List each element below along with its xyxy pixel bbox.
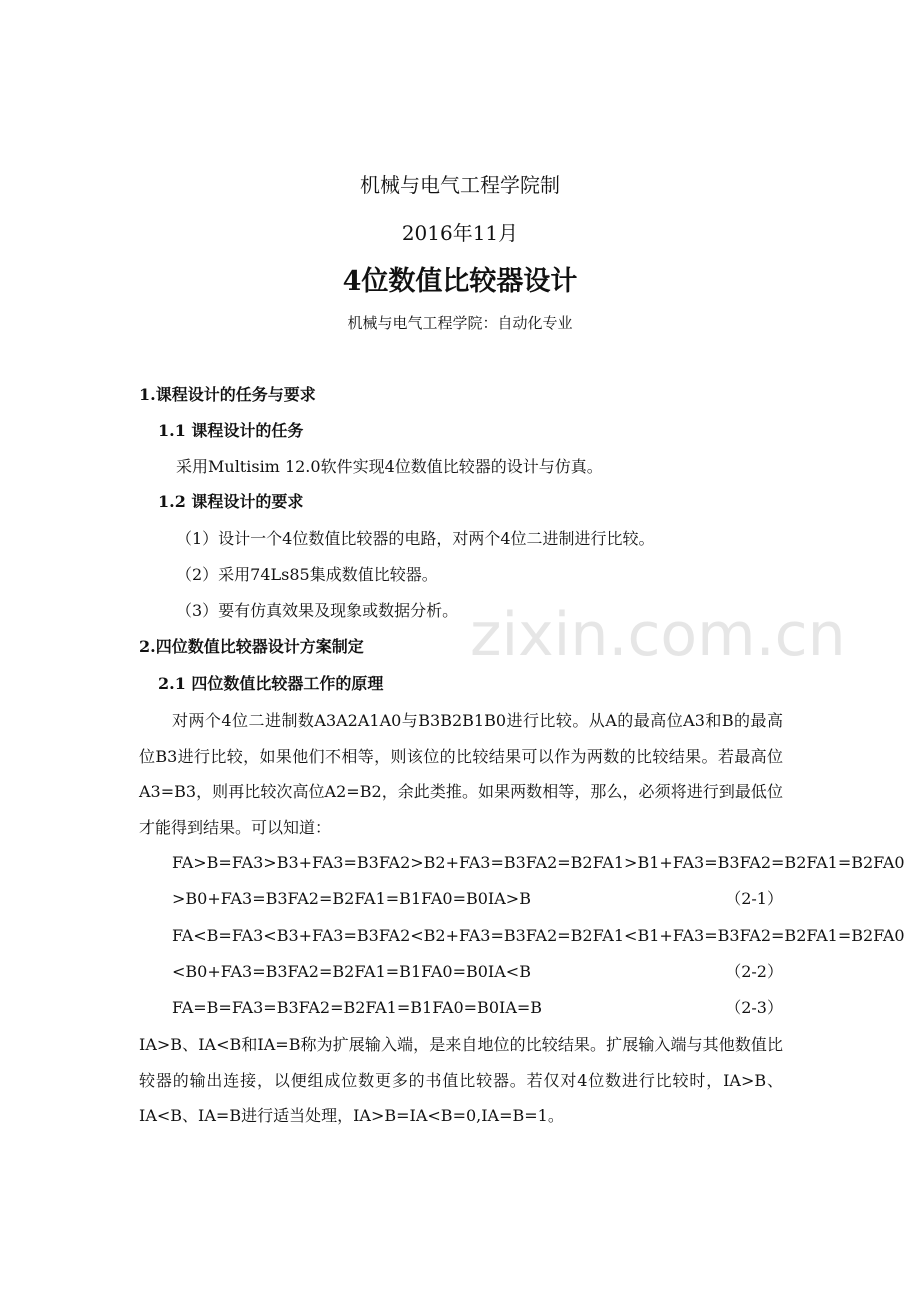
requirement-item: （1）设计一个4位数值比较器的电路，对两个4位二进制进行比较。 [176,529,655,548]
section-1-1-text: 采用Multisim 12.0软件实现4位数值比较器的设计与仿真。 [176,457,603,476]
section-1-2-heading: 1.2 课程设计的要求 [158,492,304,511]
document-subtitle: 机械与电气工程学院：自动化专业 [347,314,573,332]
institution-line: 机械与电气工程学院制 [360,173,560,197]
section-2-1-heading: 2.1 四位数值比较器工作的原理 [158,674,384,693]
formula-2-2-line-1: FA<B=FA3<B3+FA3=B3FA2<B2+FA3=B3FA2=B2FA1<B1+FA3=B3FA2=B2FA1=B2FA0 [172,926,905,945]
section-2-heading: 2.四位数值比较器设计方案制定 [139,637,364,656]
equation-number: （2-3） [725,998,783,1017]
formula-text: FA=B=FA3=B3FA2=B2FA1=B1FA0=B0IA=B [172,998,543,1017]
date-line: 2016年11月 [401,221,519,245]
section-1-1-heading: 1.1 课程设计的任务 [158,421,304,440]
formula-2-3 [172,998,783,1018]
formula-text: <B0+FA3=B3FA2=B2FA1=B1FA0=B0IA<B [172,962,531,981]
equation-number: （2-2） [725,962,783,981]
formula-2-1-line-1: FA>B=FA3>B3+FA3=B3FA2>B2+FA3=B3FA2=B2FA1>B1+FA3=B3FA2=B2FA1=B2FA0 [172,853,905,872]
principle-paragraph: 对两个4位二进制数A3A2A1A0与B3B2B1B0进行比较。从A的最高位A3和B的最高位B3进行比较，如果他们不相等，则该位的比较结果可以作为两数的比较结果。若最高位A3=B3，则再比较次高位A2=B2，余此类推。如果两数相等，那么，必须将进行到最低位才能得到结果。可以知道： [139,711,783,837]
formula-text: >B0+FA3=B3FA2=B2FA1=B1FA0=B0IA>B [172,889,531,908]
watermark: zixin.com.cn [470,600,846,670]
equation-number: （2-1） [725,889,783,908]
requirement-item: （2）采用74Ls85集成数值比较器。 [176,565,438,584]
formula-2-2-line-2 [172,962,783,982]
requirement-item: （3）要有仿真效果及现象或数据分析。 [176,601,459,620]
extension-input-paragraph: IA>B、IA<B和IA=B称为扩展输入端，是来自地位的比较结果。扩展输入端与其他数值比较器的输出连接，以便组成位数更多的书值比较器。若仅对4位数进行比较时，IA>B、IA<B、IA=B进行适当处理，IA>B=IA<B=0,IA=B=1。 [139,1035,783,1125]
document-title: 4位数值比较器设计 [342,266,578,297]
section-1-heading: 1.课程设计的任务与要求 [139,385,316,404]
formula-2-1-line-2 [172,889,783,909]
